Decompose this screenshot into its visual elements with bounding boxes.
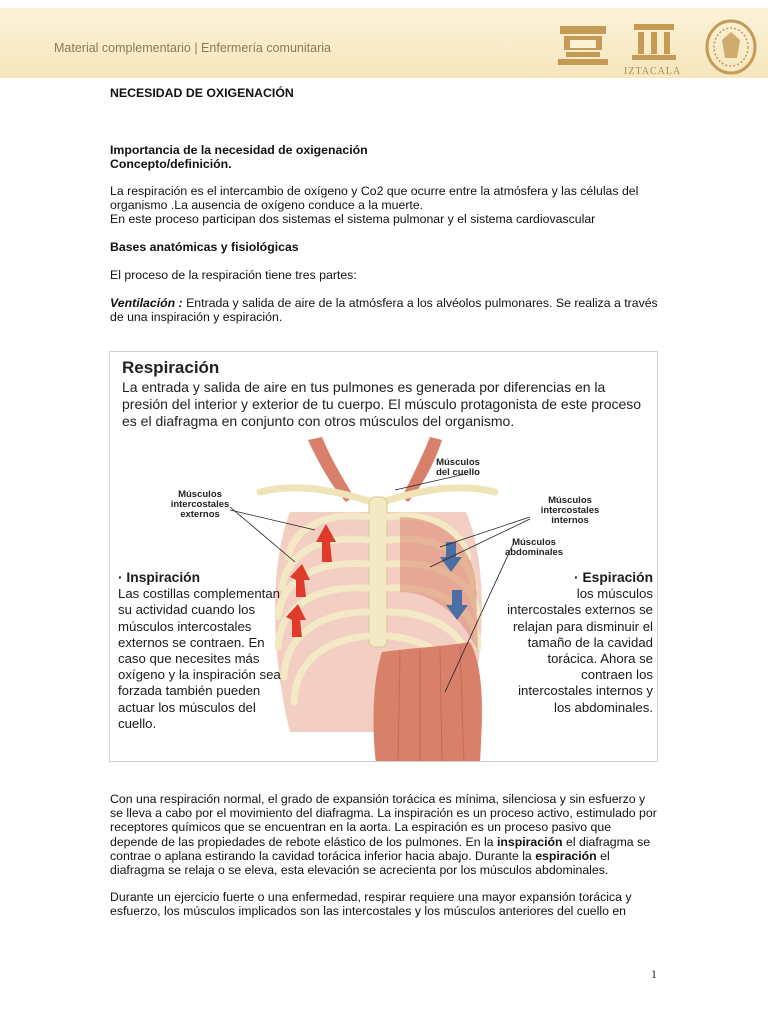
label-external-intercostals: Músculos intercostales externos	[170, 489, 230, 520]
ventilation-text: Entrada y salida de aire de la atmósfera a los alvéolos pulmonares. Se realiza a través de una inspiración y espiración.	[110, 296, 658, 325]
breathing-text-c: el diafragma se relaja o se eleva, esta elevación se acrecienta por los músculos abdominales.	[110, 848, 610, 878]
importance-heading: Importancia de la necesidad de oxigenación	[110, 143, 368, 157]
document-title: NECESIDAD DE OXIGENACIÓN	[110, 86, 294, 100]
inspiration-block	[118, 570, 286, 732]
logo-caption: IZTACALA	[624, 66, 682, 77]
label-abdominal-muscles: Músculos abdominales	[504, 537, 564, 558]
definition-line-1: La respiración es el intercambio de oxígeno y Co2 que ocurre entre la atmósfera y las células del organismo .La ausencia de oxígeno conduce a la muerte.	[110, 184, 639, 213]
figure-title: Respiración	[122, 358, 220, 377]
page-header	[0, 8, 768, 78]
bases-heading: Bases anatómicas y fisiológicas	[110, 240, 299, 254]
expiration-emphasis: espiración	[535, 848, 597, 863]
breathing-paragraph	[110, 792, 660, 877]
iztacala-logo-icon	[630, 22, 678, 64]
respiration-figure	[109, 351, 658, 762]
unam-seal-icon	[704, 18, 758, 76]
definition-line-2: En este proceso participan dos sistemas el sistema pulmonar y el sistema cardiovascular	[110, 212, 596, 227]
inspiration-text: Las costillas complementan su actividad cuando los músculos intercostales externos se contraen. En caso que necesites más oxígeno y la inspiración sea forzada también pueden actuar los músculos del cuello.	[118, 586, 281, 731]
inspiration-emphasis: inspiración	[496, 834, 563, 849]
expiration-block	[505, 570, 653, 716]
label-neck-muscles: Músculos del cuello	[436, 457, 480, 478]
expiration-heading: · Espiración	[574, 570, 653, 585]
label-internal-intercostals: Músculos intercostales internos	[540, 495, 600, 526]
breathing-text-b: el diafragma se contrae o aplana estirando la cavidad torácica inferior hacia abajo. Durante la	[110, 834, 651, 863]
ventilation-paragraph	[110, 296, 660, 324]
exercise-paragraph: Durante un ejercicio fuerte o una enfermedad, respirar requiere una mayor expansión torácica y esfuerzo, los músculos implicados son las intercostales y los músculos anteriores del cuello en	[110, 890, 632, 919]
parts-text: El proceso de la respiración tiene tres partes:	[110, 268, 357, 282]
breathing-text-a: Con una respiración normal, el grado de expansión torácica es mínima, silenciosa y sin esfuerzo y se lleva a cabo por el movimiento del diafragma. La inspiración es un proceso activo, estimulado por receptores químicos que se encuentran en la aorta. La espiración es un proceso pasivo que depende de las propiedades de rebote elástico de los pulmones. En la	[110, 792, 657, 849]
expiration-text: los músculos intercostales externos se relajan para disminuir el tamaño de la cavidad torácica. Ahora se contraen los intercostales internos y los abdominales.	[507, 586, 653, 715]
page-number: 1	[651, 967, 657, 981]
fes-logo-icon	[556, 22, 610, 68]
definition-paragraph	[110, 184, 660, 227]
figure-intro: La entrada y salida de aire en tus pulmones es generada por diferencias en la presión del interior y exterior de tu cuerpo. El músculo protagonista de este proceso es el diafragma en conjunto con otros músculos del organismo.	[122, 379, 642, 429]
header-text: Material complementario | Enfermería comunitaria	[54, 41, 331, 55]
concept-heading: Concepto/definición.	[110, 157, 232, 171]
ventilation-label: Ventilación :	[110, 296, 183, 310]
inspiration-heading: · Inspiración	[118, 570, 201, 585]
